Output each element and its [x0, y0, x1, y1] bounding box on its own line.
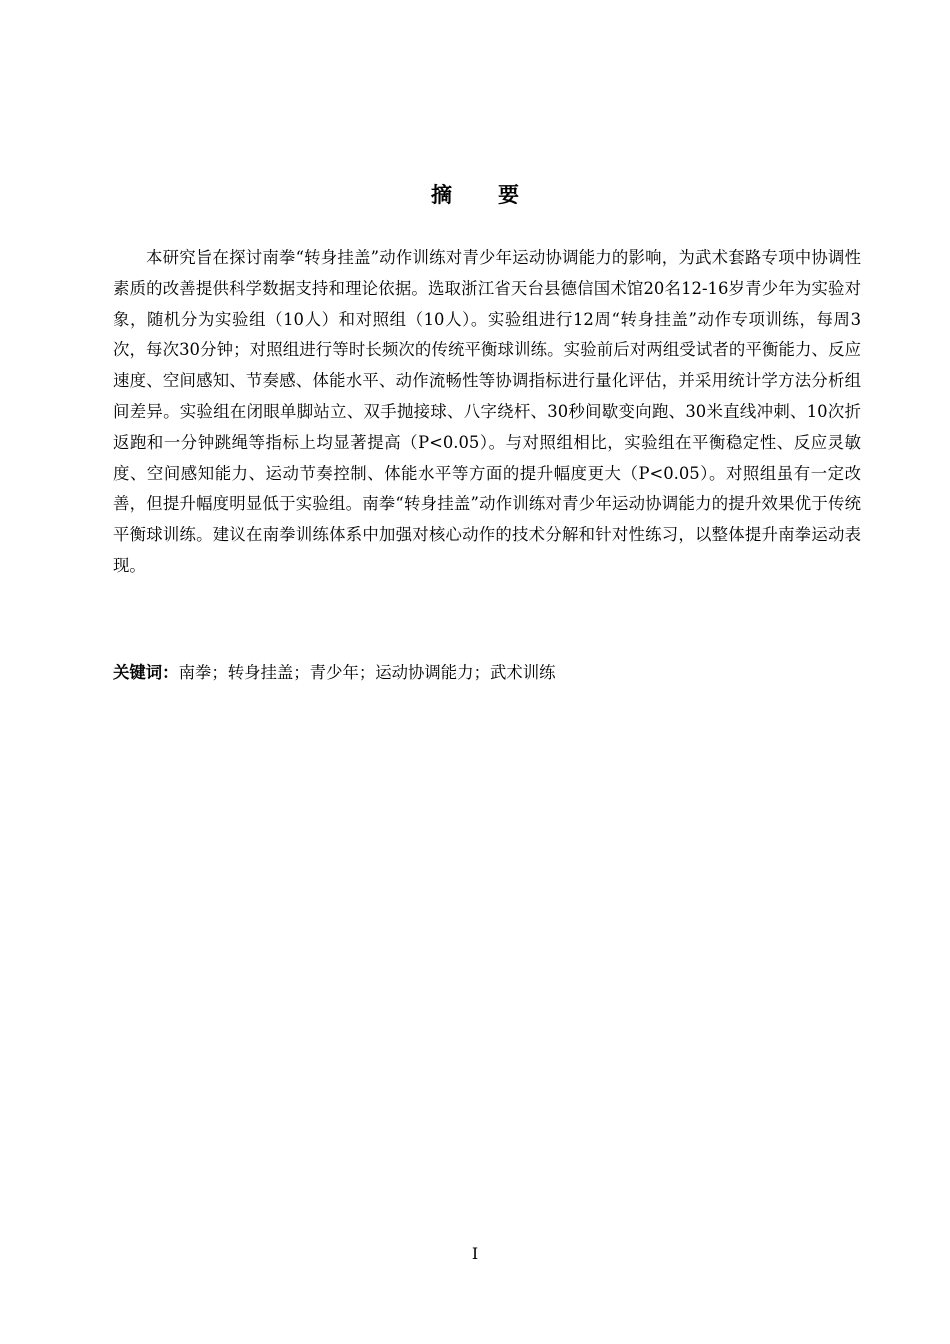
keywords-label: 关键词：	[113, 663, 179, 682]
keywords-text: 南拳；转身挂盖；青少年；运动协调能力；武术训练	[178, 663, 556, 682]
abstract-body: 本研究旨在探讨南拳“转身挂盖”动作训练对青少年运动协调能力的影响，为武术套路专项中协调性素质的改善提供科学数据支持和理论依据。选取浙江省天台县德信国术馆20名12-16岁青少年为实验对象，随机分为实验组（10人）和对照组（10人）。实验组进行12周“转身挂盖”动作专项训练，每周3次，每次30分钟；对照组进行等时长频次的传统平衡球训练。实验前后对两组受试者的平衡能力、反应速度、空间感知、节奏感、体能水平、动作流畅性等协调指标进行量化评估，并采用统计学方法分析组间差异。实验组在闭眼单脚站立、双手抛接球、八字绕杆、30秒间歇变向跑、30米直线冲刺、10次折返跑和一分钟跳绳等指标上均显著提高（P<0.05）。与对照组相比，实验组在平衡稳定性、反应灵敏度、空间感知能力、运动节奏控制、体能水平等方面的提升幅度更大（P<0.05）。对照组虽有一定改善，但提升幅度明显低于实验组。南拳“转身挂盖”动作训练对青少年运动协调能力的提升效果优于传统平衡球训练。建议在南拳训练体系中加强对核心动作的技术分解和针对性练习，以整体提升南拳运动表现。	[113, 248, 861, 575]
page-number: I	[471, 1244, 479, 1263]
keywords-line	[113, 658, 861, 688]
page-title: 摘要	[431, 183, 565, 207]
